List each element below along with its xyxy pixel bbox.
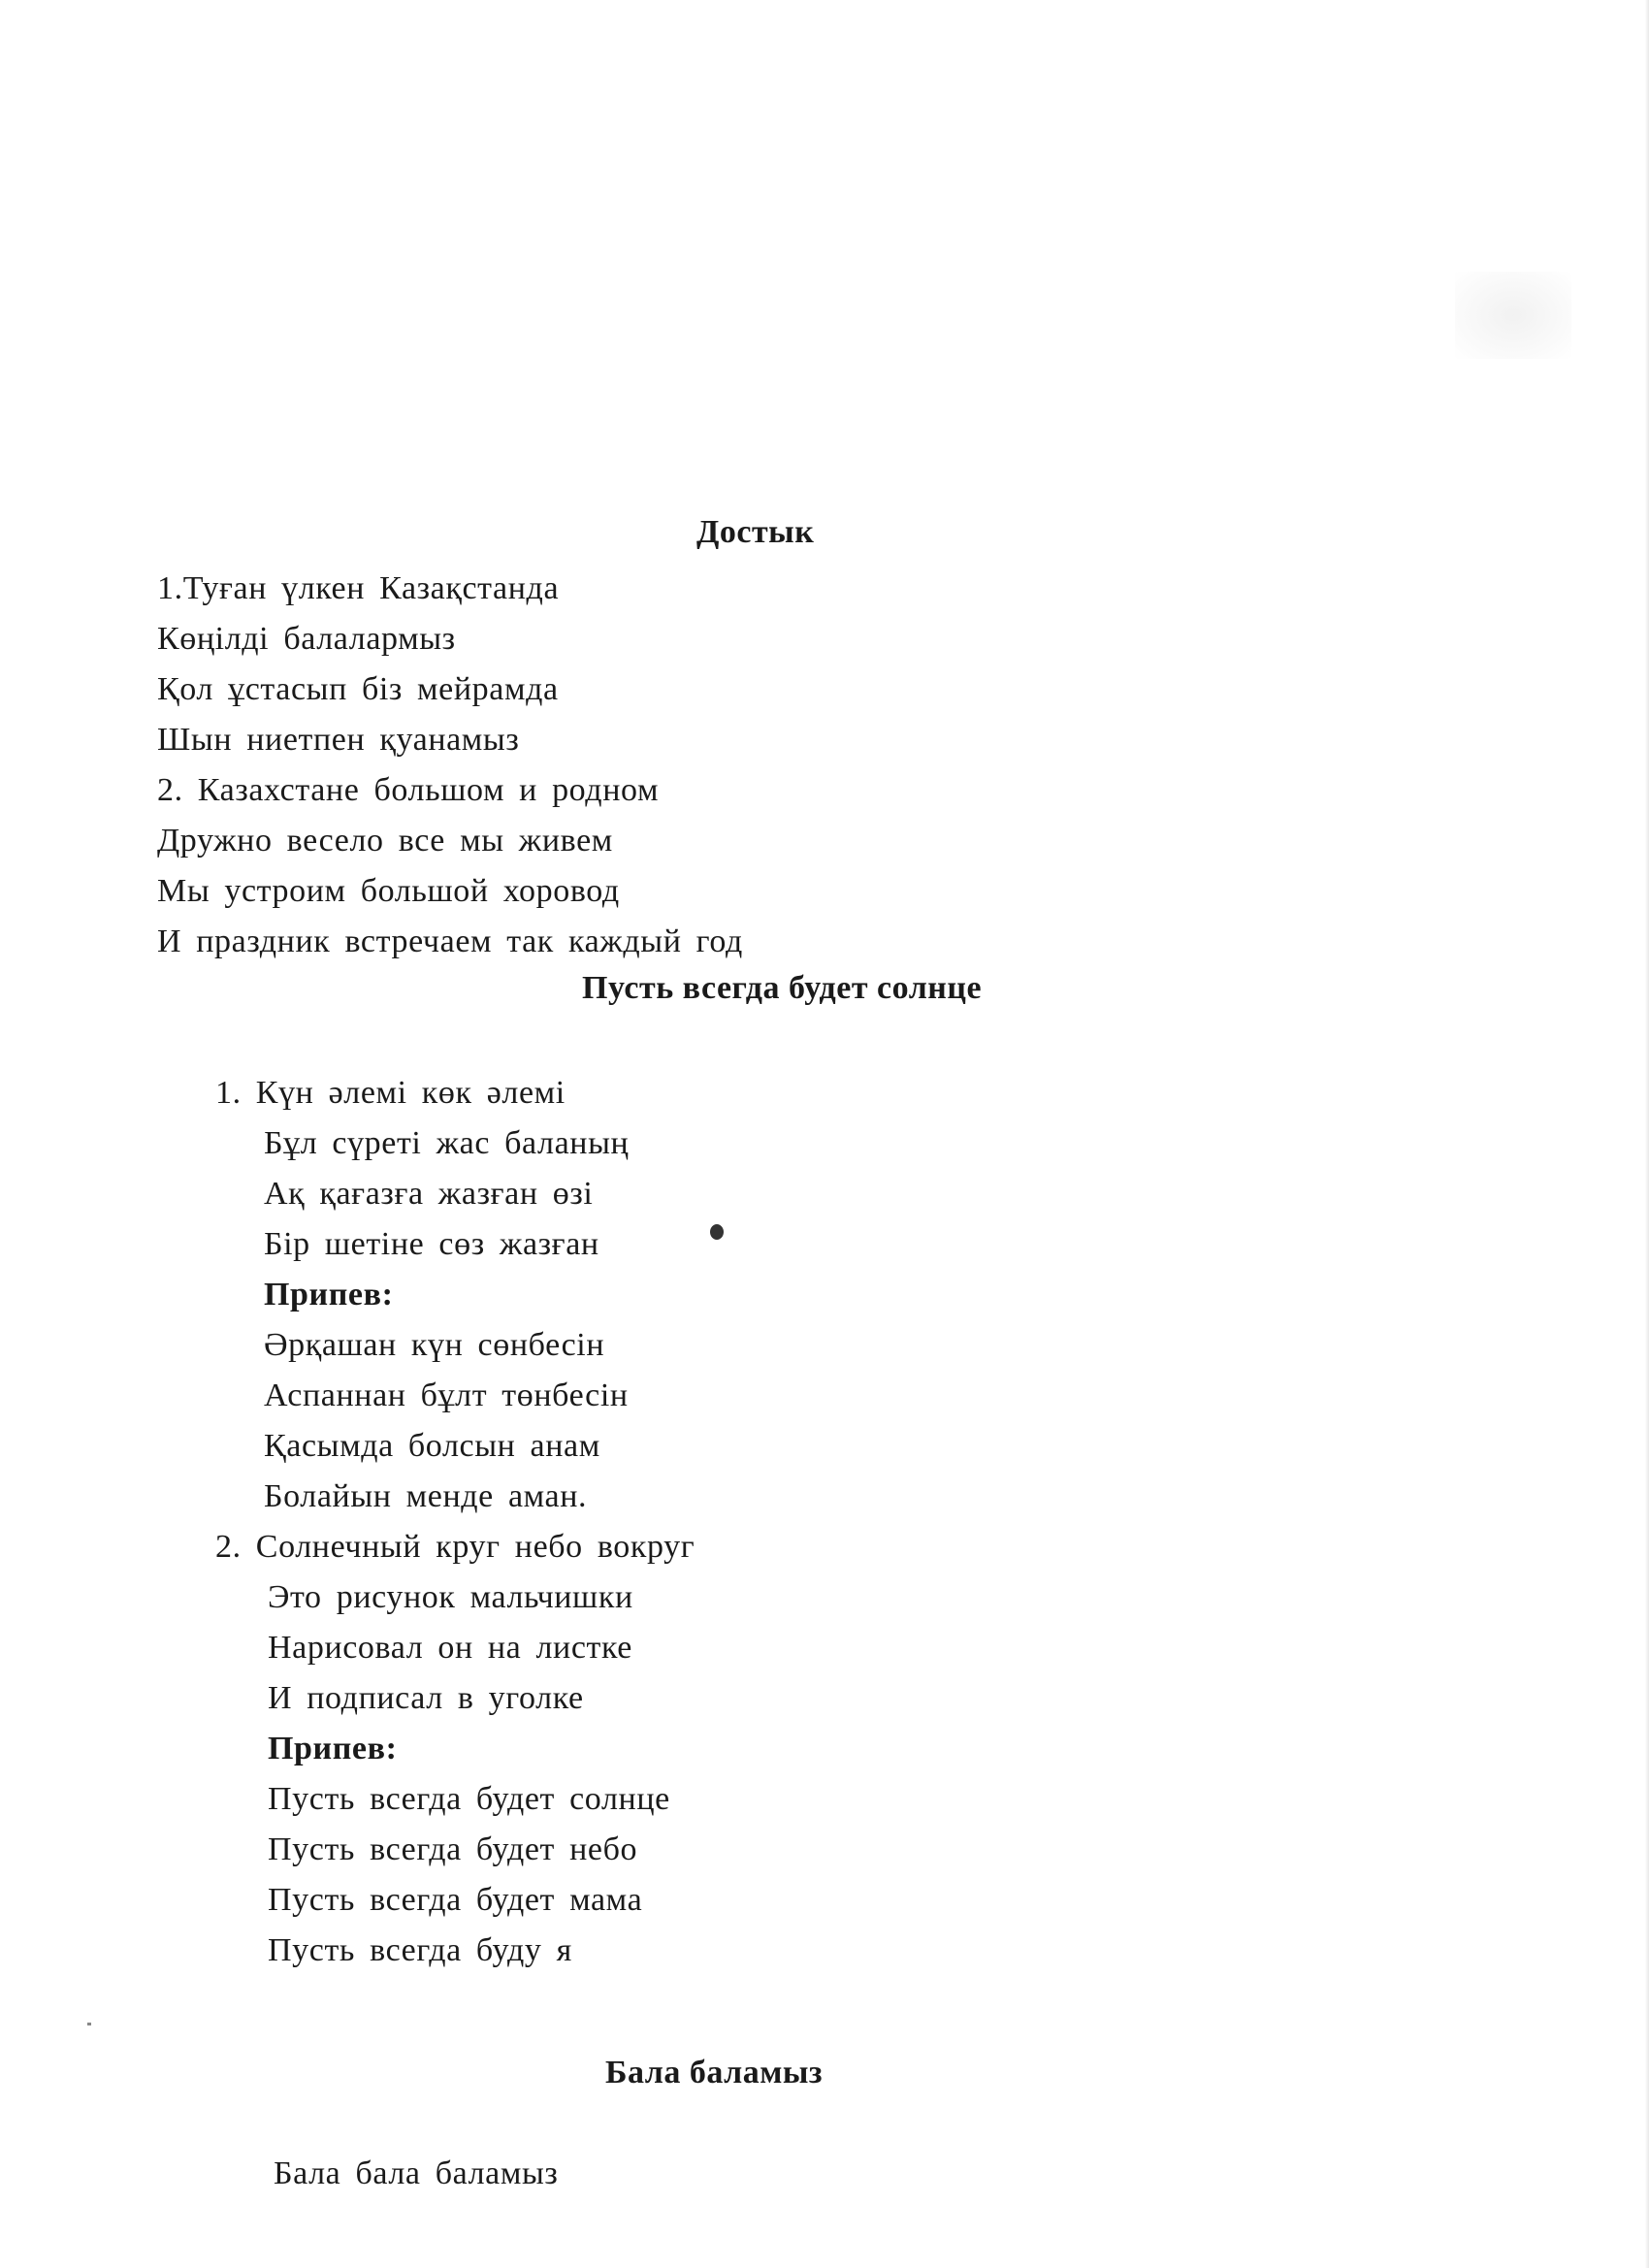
chorus-label: Припев:: [264, 1277, 394, 1312]
song2-line: 2. Солнечный круг небо вокруг: [215, 1529, 695, 1565]
song2-line: Болайын менде аман.: [264, 1478, 588, 1514]
song2-line: И подписал в уголке: [268, 1680, 584, 1716]
song2-line: Бұл сүреті жас баланың: [264, 1125, 630, 1161]
song2-line: Пусть всегда будет мама: [268, 1882, 643, 1918]
song2-line: Бір шетіне сөз жазған: [264, 1226, 599, 1262]
song1-line: Шын ниетпен қуанамыз: [157, 722, 520, 758]
page-edge-shadow: [1645, 0, 1649, 2268]
song1-line: Мы устроим большой хоровод: [157, 873, 620, 909]
song2-line: Аспаннан бұлт төнбесін: [264, 1377, 629, 1413]
song-title-bala-balamyz: Бала баламыз: [605, 2055, 824, 2090]
chorus-label: Припев:: [268, 1731, 398, 1766]
song2-line: Нарисовал он на листке: [268, 1630, 632, 1666]
song2-line: Пусть всегда будет небо: [268, 1831, 638, 1867]
song3-line: Бала бала баламыз: [274, 2155, 559, 2191]
song1-line: Көңілді балалармыз: [157, 621, 456, 657]
song1-line: 1.Туған үлкен Казақстанда: [157, 570, 560, 606]
scan-speck: [87, 2023, 91, 2025]
song2-line: Пусть всегда будет солнце: [268, 1781, 670, 1817]
song1-line: Қол ұстасып біз мейрамда: [157, 671, 559, 707]
ink-dot: [710, 1224, 724, 1240]
song1-line: 2. Казахстане большом и родном: [157, 772, 660, 808]
song2-line: Әрқашан күн сөнбесін: [264, 1327, 605, 1363]
song2-line: Қасымда болсын анам: [264, 1428, 600, 1464]
song1-line: Дружно весело все мы живем: [157, 823, 613, 859]
song-title-dostyk: Достык: [696, 514, 815, 550]
song1-line: И праздник встречаем так каждый год: [157, 923, 743, 959]
song-title-pust-vsegda: Пусть всегда будет солнце: [582, 970, 983, 1006]
song2-line: Пусть всегда буду я: [268, 1932, 572, 1968]
scan-smudge: [1455, 272, 1571, 359]
song2-line: 1. Күн әлемі көк әлемі: [215, 1075, 566, 1111]
song2-line: Это рисунок мальчишки: [268, 1579, 633, 1615]
song2-line: Ақ қағазға жазған өзі: [264, 1176, 594, 1212]
